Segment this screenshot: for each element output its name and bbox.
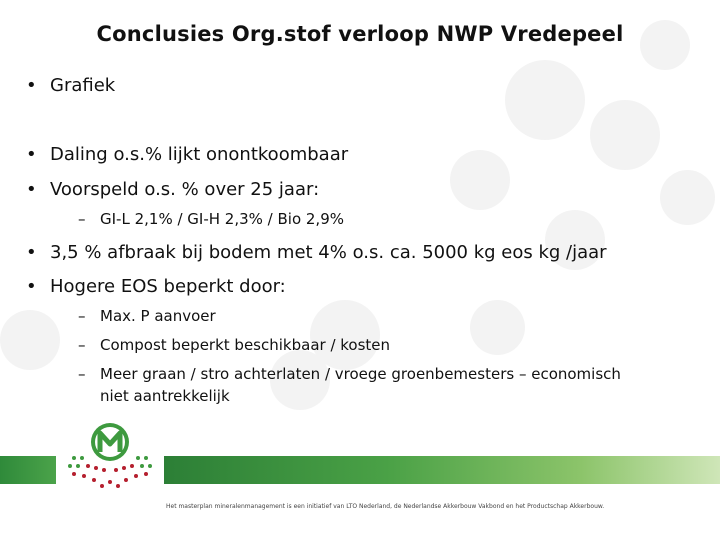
bg-decor-circle — [0, 310, 60, 370]
sub-bullet-marker: – — [78, 307, 86, 325]
sub-bullet-text: Max. P aanvoer — [100, 307, 216, 325]
bullet-marker: • — [26, 75, 37, 96]
footer-band-left — [0, 456, 56, 484]
sub-bullet-text: Compost beperkt beschikbaar / kosten — [100, 336, 391, 354]
bullet-text: Grafiek — [50, 75, 116, 96]
bullet-text: 3,5 % afbraak bij bodem met 4% o.s. ca. 5000 kg eos kg /jaar — [50, 242, 607, 263]
sub-bullet-item — [78, 210, 344, 228]
sub-bullet-item — [78, 336, 390, 354]
bullet-marker: • — [26, 242, 37, 263]
sub-bullet-continuation — [78, 387, 230, 405]
sub-bullet-item — [78, 307, 216, 325]
masterplan-logo-icon — [64, 420, 156, 492]
bullet-text: Voorspeld o.s. % over 25 jaar: — [50, 179, 320, 200]
sub-bullet-marker: – — [78, 210, 86, 228]
bullet-marker: • — [26, 144, 37, 165]
bullet-item — [26, 242, 607, 263]
bullet-item — [26, 179, 319, 200]
bg-decor-circle — [505, 60, 585, 140]
sub-bullet-item — [78, 365, 621, 383]
sub-bullet-text: Meer graan / stro achterlaten / vroege groenbemesters – economisch — [100, 365, 621, 383]
slide-title: Conclusies Org.stof verloop NWP Vredepeel — [96, 22, 624, 46]
bg-decor-circle — [660, 170, 715, 225]
bg-decor-circle — [450, 150, 510, 210]
sub-bullet-text: GI-L 2,1% / GI-H 2,3% / Bio 2,9% — [100, 210, 344, 228]
bullet-text: Hogere EOS beperkt door: — [50, 276, 286, 297]
bg-decor-circle — [470, 300, 525, 355]
bullet-item — [26, 144, 348, 165]
footer-text: Het masterplan mineralenmanagement is een initiatief van LTO Nederland, de Nederlandse Akkerbouw Vakbond en het Productschap Akkerbouw. — [166, 503, 605, 510]
bullet-marker: • — [26, 179, 37, 200]
bg-decor-circle — [590, 100, 660, 170]
bullet-item — [26, 75, 115, 96]
sub-bullet-marker: – — [78, 336, 86, 354]
bullet-marker: • — [26, 276, 37, 297]
bullet-item — [26, 276, 286, 297]
sub-bullet-marker: – — [78, 365, 86, 383]
sub-bullet-text: niet aantrekkelijk — [100, 387, 230, 405]
footer-band-right — [164, 456, 720, 484]
bullet-text: Daling o.s.% lijkt onontkoombaar — [50, 144, 349, 165]
